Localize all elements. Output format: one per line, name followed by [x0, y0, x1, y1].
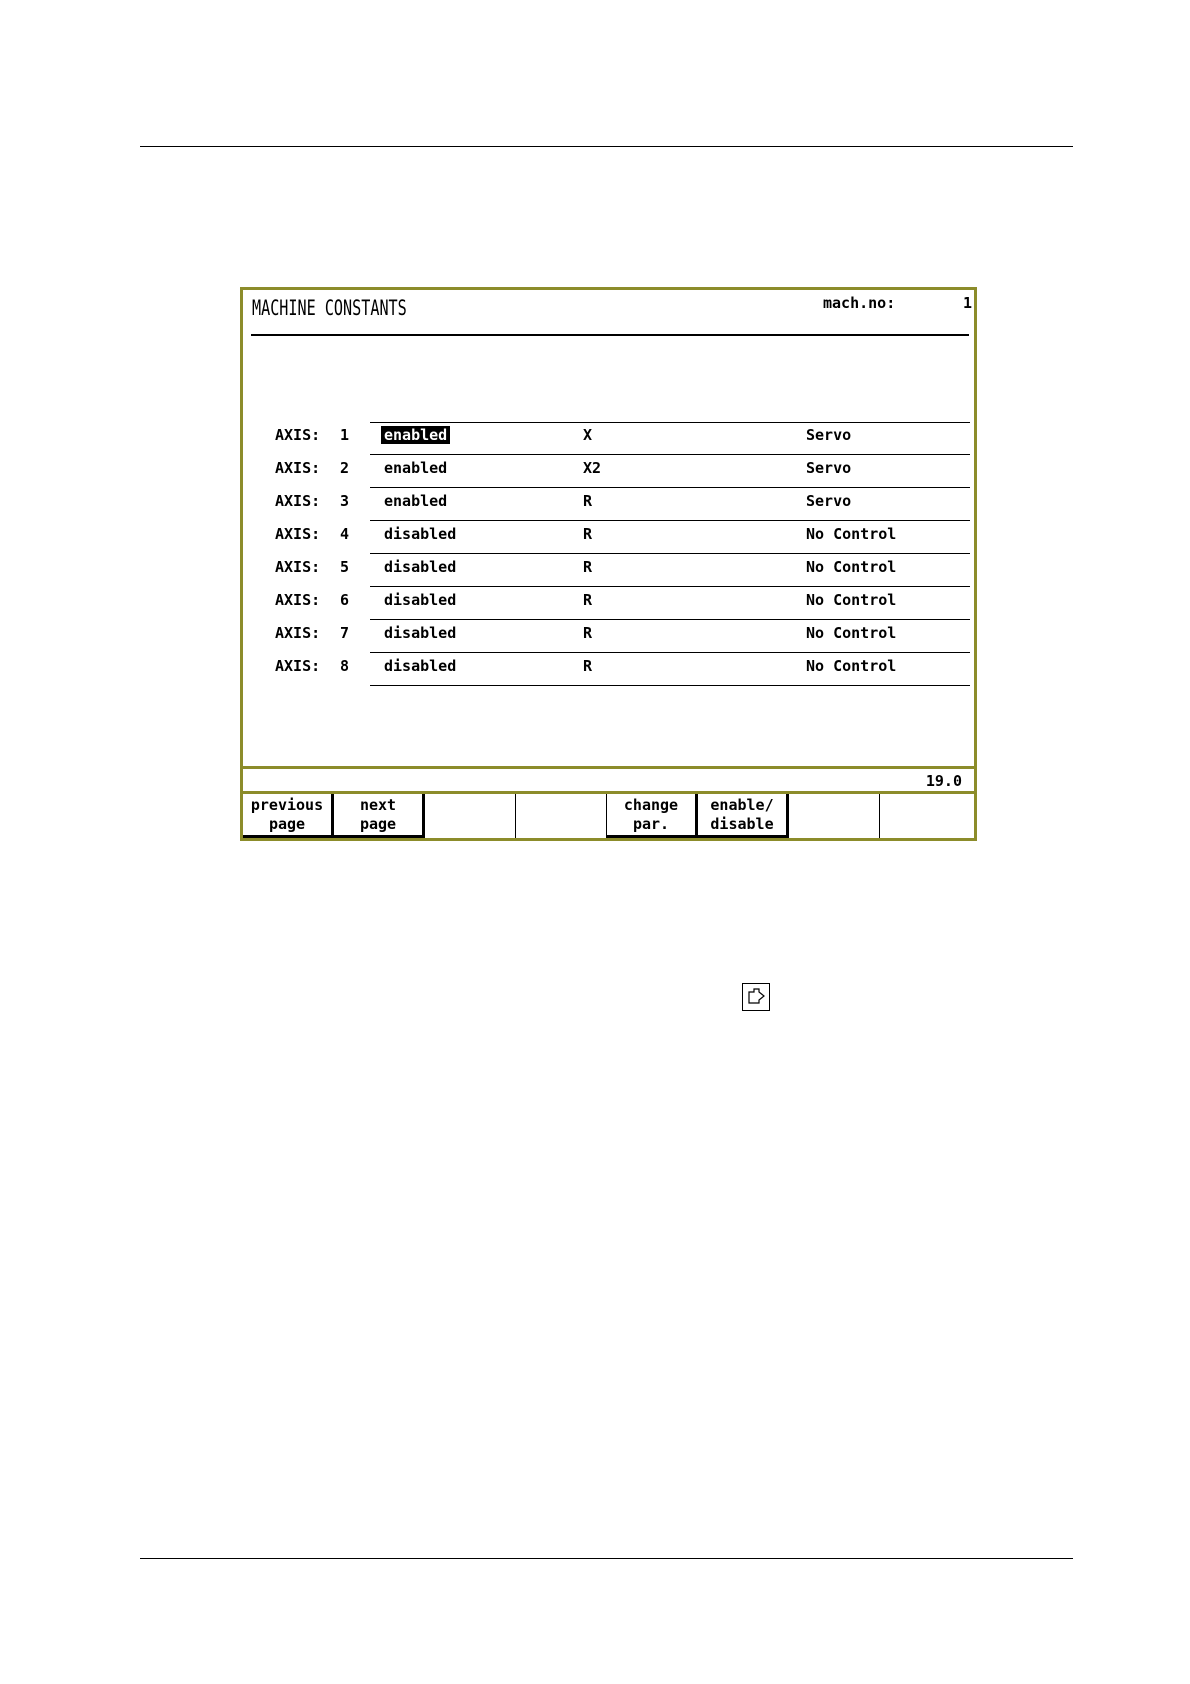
axis-control: Servo [806, 459, 852, 477]
softkey-label: next [359, 796, 397, 814]
axis-control: No Control [806, 525, 897, 543]
axis-number: 1 [340, 426, 350, 444]
axis-label: AXIS: [275, 624, 321, 642]
axis-state-field[interactable]: disabled [384, 558, 457, 576]
axis-control: No Control [806, 558, 897, 576]
axis-state-field[interactable]: disabled [384, 624, 457, 642]
axis-label: AXIS: [275, 492, 321, 510]
title-divider [251, 334, 969, 336]
axis-control: No Control [806, 657, 897, 675]
axis-number: 3 [340, 492, 350, 510]
table-row[interactable] [243, 587, 974, 620]
enable-disable-button[interactable] [698, 794, 789, 838]
softkey-label: par. [632, 815, 670, 833]
page-title: MACHINE CONSTANTS [252, 296, 407, 320]
axis-number: 2 [340, 459, 350, 477]
axis-name: R [583, 624, 593, 642]
axis-number: 5 [340, 558, 350, 576]
softkey-empty[interactable] [789, 794, 880, 838]
status-bar [243, 766, 974, 794]
previous-page-button[interactable] [243, 794, 334, 838]
axis-control: Servo [806, 492, 852, 510]
axis-state-field[interactable]: enabled [384, 459, 448, 477]
axis-number: 7 [340, 624, 350, 642]
footer-rule [140, 1558, 1073, 1559]
axis-name: R [583, 558, 593, 576]
axis-control: Servo [806, 426, 852, 444]
axis-state-field[interactable]: disabled [384, 525, 457, 543]
axis-number: 4 [340, 525, 350, 543]
axis-number: 6 [340, 591, 350, 609]
softkey-label: page [359, 815, 397, 833]
softkey-bar [243, 794, 974, 838]
table-row[interactable] [243, 620, 974, 653]
mach-no-value: 1 [963, 294, 973, 312]
axis-label: AXIS: [275, 525, 321, 543]
change-par-button[interactable] [607, 794, 698, 838]
row-divider [370, 685, 970, 686]
table-row[interactable] [243, 488, 974, 521]
softkey-empty[interactable] [425, 794, 516, 838]
softkey-label: change [623, 796, 679, 814]
axis-name: R [583, 525, 593, 543]
softkey-label: previous [250, 796, 324, 814]
table-row[interactable] [243, 653, 974, 686]
softkey-label: enable/ [710, 796, 774, 814]
table-row[interactable] [243, 422, 974, 455]
next-page-button[interactable] [334, 794, 425, 838]
axis-name: R [583, 657, 593, 675]
axis-number: 8 [340, 657, 350, 675]
axis-label: AXIS: [275, 426, 321, 444]
axis-state-field[interactable]: enabled [384, 492, 448, 510]
axis-name: X [583, 426, 593, 444]
axis-table [243, 422, 974, 686]
axis-name: R [583, 492, 593, 510]
axis-state-field[interactable]: disabled [384, 657, 457, 675]
axis-label: AXIS: [275, 558, 321, 576]
axis-control: No Control [806, 591, 897, 609]
softkey-label: page [268, 815, 306, 833]
axis-control: No Control [806, 624, 897, 642]
axis-name: X2 [583, 459, 602, 477]
axis-label: AXIS: [275, 657, 321, 675]
machine-constants-screen [240, 287, 977, 841]
axis-state-field[interactable]: disabled [384, 591, 457, 609]
header-rule [140, 146, 1073, 147]
status-value: 19.0 [925, 772, 962, 790]
mach-no-label: mach.no: [823, 294, 896, 312]
axis-name: R [583, 591, 593, 609]
table-row[interactable] [243, 521, 974, 554]
axis-state-field[interactable]: enabled [381, 426, 450, 444]
axis-label: AXIS: [275, 591, 321, 609]
softkey-empty[interactable] [880, 794, 971, 838]
softkey-empty[interactable] [516, 794, 607, 838]
softkey-label: disable [710, 815, 774, 833]
next-key-icon [742, 983, 770, 1011]
table-row[interactable] [243, 554, 974, 587]
table-row[interactable] [243, 455, 974, 488]
axis-label: AXIS: [275, 459, 321, 477]
